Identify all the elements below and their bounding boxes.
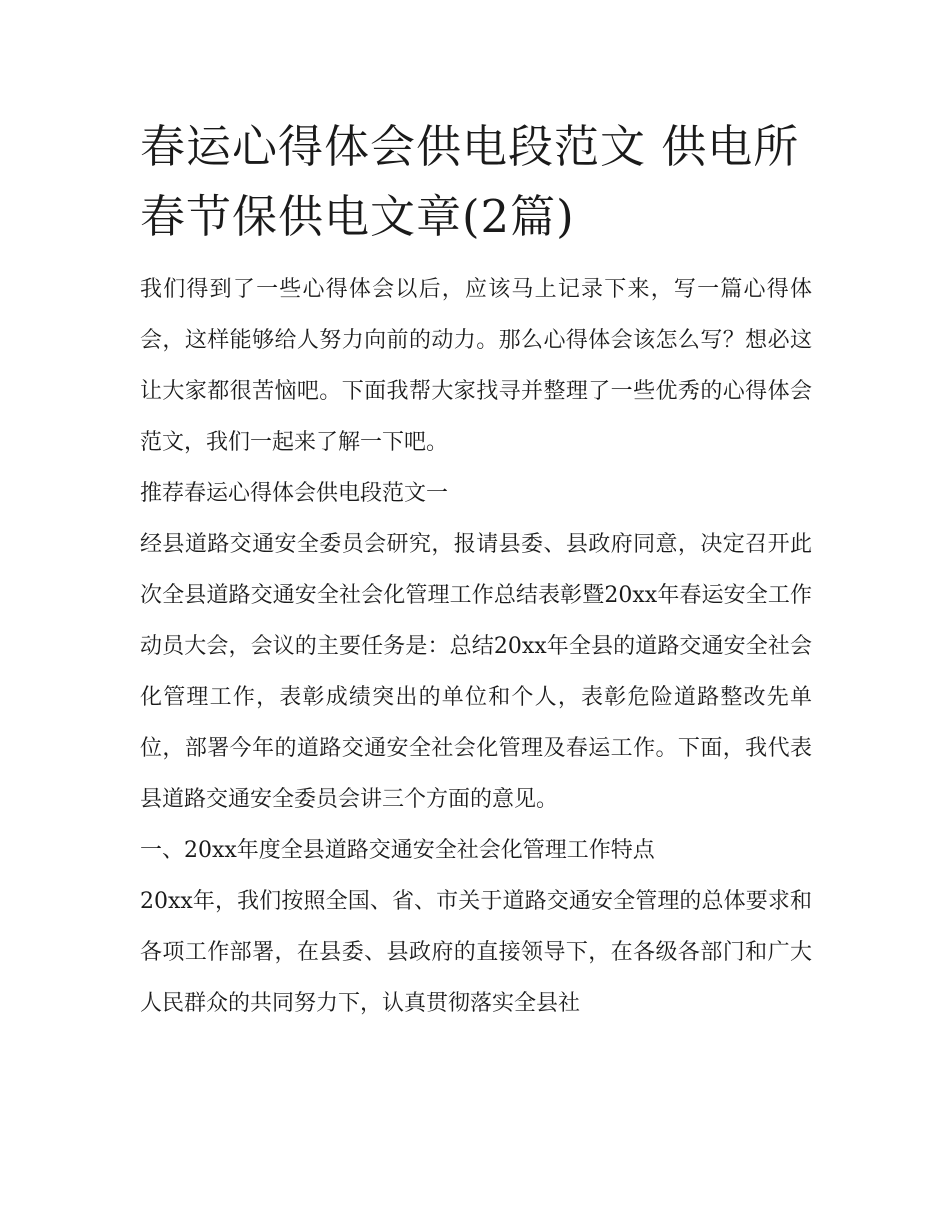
document-body (140, 112, 812, 1029)
body-paragraph: 20xx年，我们按照全国、省、市关于道路交通安全管理的总体要求和各项工作部署，在县委、县政府的直接领导下，在各级各部门和广大人民群众的共同努力下，认真贯彻落实全县社 (140, 889, 812, 1016)
subsection-heading: 一、20xx年度全县道路交通安全社会化管理工作特点 (140, 838, 655, 863)
intro-paragraph: 我们得到了一些心得体会以后，应该马上记录下来，写一篇心得体会，这样能够给人努力向前的动力。那么心得体会该怎么写？想必这让大家都很苦恼吧。下面我帮大家找寻并整理了一些优秀的心得体会范文，我们一起来了解一下吧。 (140, 277, 812, 455)
body-paragraph: 经县道路交通安全委员会研究，报请县委、县政府同意，决定召开此次全县道路交通安全社会化管理工作总结表彰暨20xx年春运安全工作动员大会，会议的主要任务是：总结20xx年全县的道路交通安全社会化管理工作，表彰成绩突出的单位和个人，表彰危险道路整改先单位，部署今年的道路交通安全社会化管理及春运工作。下面，我代表县道路交通安全委员会讲三个方面的意见。 (140, 532, 812, 812)
section-heading: 推荐春运心得体会供电段范文一 (140, 481, 449, 506)
document-title: 春运心得体会供电段范文 供电所春节保供电文章(2篇) (140, 120, 800, 243)
